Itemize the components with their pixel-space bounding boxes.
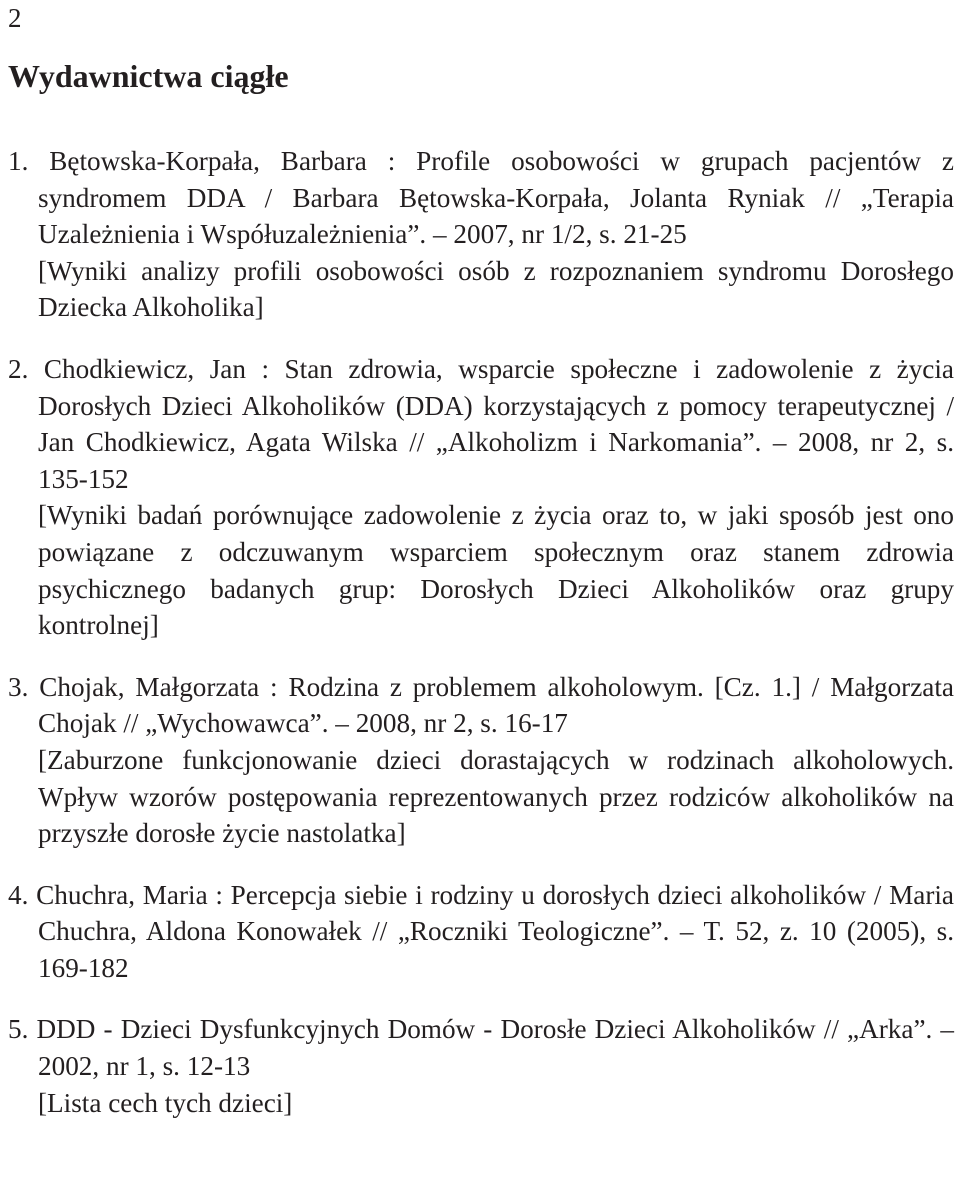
entry-number: 3. (8, 671, 29, 702)
entry-number: 5. (8, 1014, 29, 1045)
bibliography-entry-2 (8, 351, 954, 644)
bibliography-entry-1 (8, 143, 954, 326)
entry-citation: Chuchra, Maria : Percepcja siebie i rodziny u dorosłych dzieci alkoholików / Maria Chuchra, Aldona Konowałek // „Roczniki Teologiczne”. – T. 52, z. 10 (2005), s. 169-182 (36, 879, 954, 983)
entry-annotation: [Zaburzone funkcjonowanie dzieci dorastających w rodzinach alkoholowych. Wpływ wzorów postępowania reprezentowanych przez rodziców alkoholików na przyszłe dorosłe życie nastolatka] (38, 744, 954, 849)
entry-citation: Bętowska-Korpała, Barbara : Profile osobowości w grupach pacjentów z syndromem DDA / Barbara Bętowska-Korpała, Jolanta Ryniak // „Terapia Uzależnienia i Współuzależnienia”. – 2007, nr 1/2, s. 21-25 (38, 146, 954, 250)
entry-annotation: [Wyniki badań porównujące zadowolenie z życia oraz to, w jaki sposób jest ono powiązane z odczuwanym wsparciem społecznym oraz stanem zdrowia psychicznego badanych grup: Dorosłych Dzieci Alkoholików oraz grupy kontrolnej] (38, 500, 954, 641)
bibliography-entry-5 (8, 1011, 954, 1121)
bibliography-entry-3 (8, 669, 954, 852)
bibliography-list (8, 143, 954, 1146)
section-title: Wydawnictwa ciągłe (8, 58, 289, 94)
entry-citation: DDD - Dzieci Dysfunkcyjnych Domów - Dorosłe Dzieci Alkoholików // „Arka”. – 2002, nr 1, s. 12-13 (36, 1014, 955, 1082)
entry-number: 1. (8, 146, 29, 176)
entry-citation: Chodkiewicz, Jan : Stan zdrowia, wsparcie społeczne i zadowolenie z życia Dorosłych Dzieci Alkoholików (DDA) korzystających z pomocy terapeutycznej / Jan Chodkiewicz, Agata Wilska // „Alkoholizm i Narkomania”. – 2008, nr 2, s. 135-152 (38, 353, 954, 494)
page-number: 2 (8, 3, 22, 33)
entry-number: 4. (8, 879, 29, 910)
entry-citation: Chojak, Małgorzata : Rodzina z problemem alkoholowym. [Cz. 1.] / Małgorzata Chojak // „Wychowawca”. – 2008, nr 2, s. 16-17 (38, 671, 954, 739)
entry-annotation: [Lista cech tych dzieci] (38, 1087, 293, 1118)
entry-number: 2. (8, 353, 29, 384)
entry-annotation: [Wyniki analizy profili osobowości osób z rozpoznaniem syndromu Dorosłego Dziecka Alkoholika] (38, 255, 954, 323)
bibliography-entry-4 (8, 877, 954, 987)
